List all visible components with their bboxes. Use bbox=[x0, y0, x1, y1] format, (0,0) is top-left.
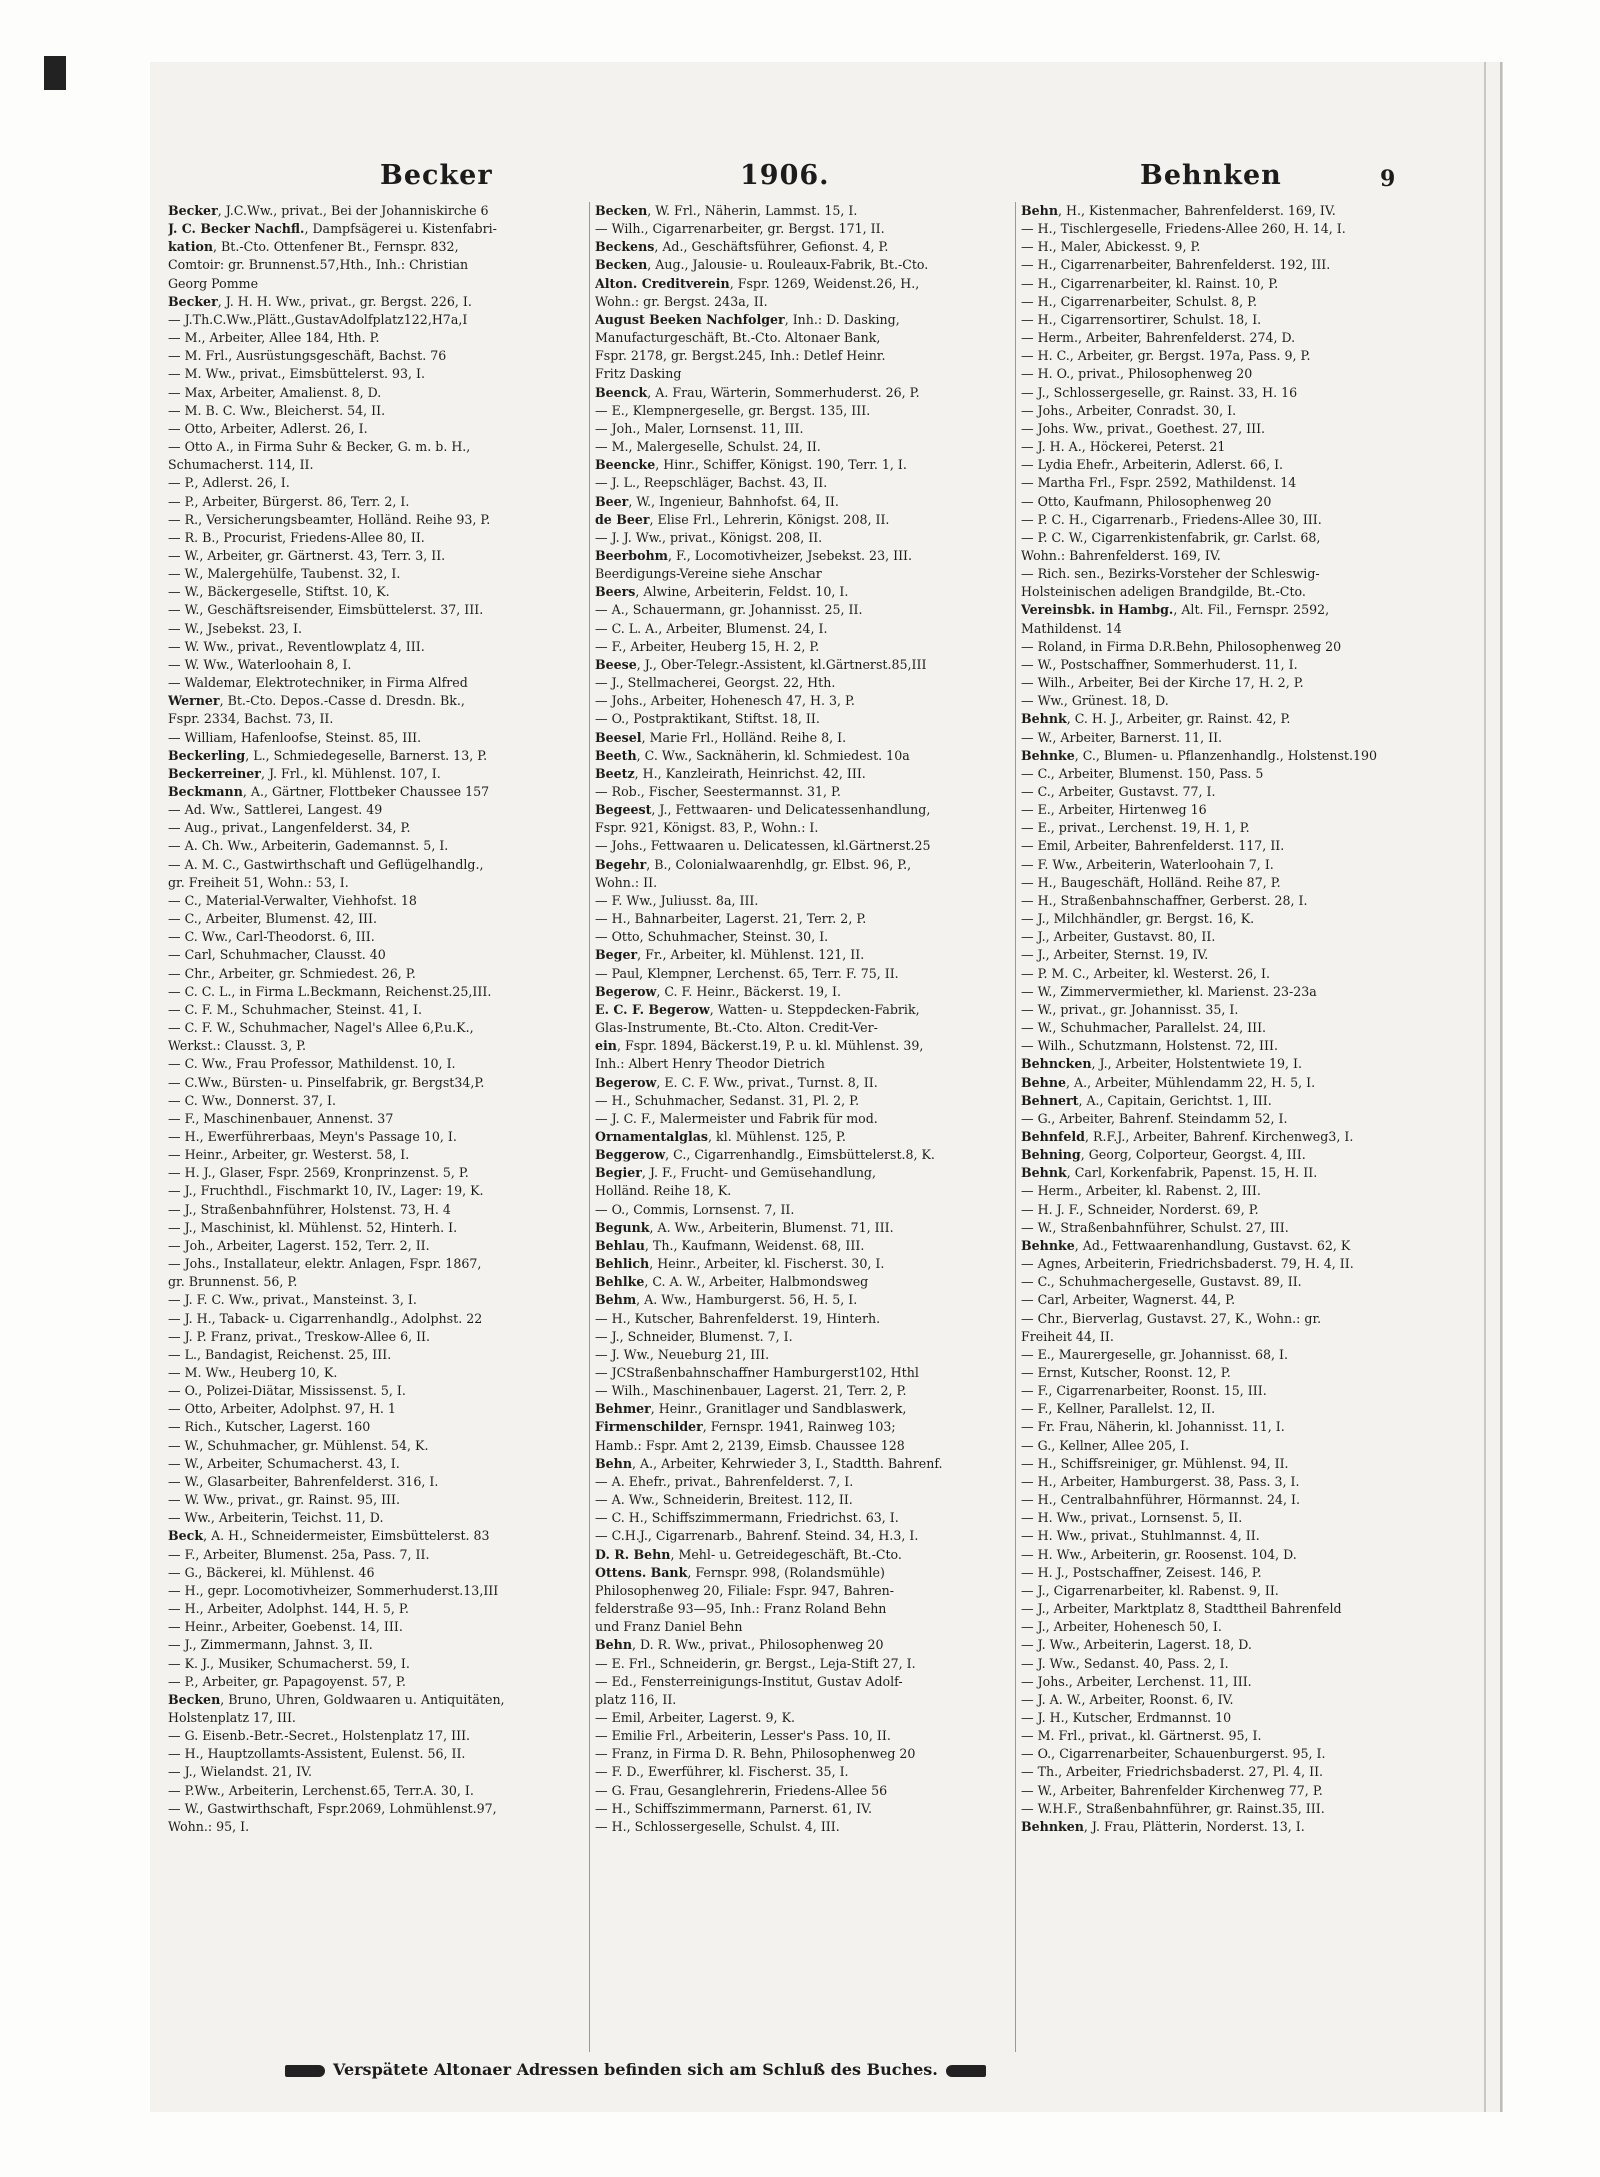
directory-entry: — Johs., Arbeiter, Hohenesch 47, H. 3, P. bbox=[595, 693, 855, 709]
directory-entry: — Ww., Grünest. 18, D. bbox=[1021, 693, 1169, 709]
directory-entry: — Chr., Arbeiter, gr. Schmiedest. 26, P. bbox=[168, 965, 416, 981]
directory-entry: — C., Arbeiter, Blumenst. 42, III. bbox=[168, 911, 377, 927]
directory-entry: Behnken, J. Frau, Plätterin, Norderst. 13, I. bbox=[1021, 1818, 1305, 1834]
directory-entry: — J., Straßenbahnführer, Holstenst. 73, H. 4 bbox=[168, 1201, 451, 1217]
directory-entry: — W., Arbeiter, Schumacherst. 43, I. bbox=[168, 1455, 400, 1471]
directory-entry: — W.H.F., Straßenbahnführer, gr. Rainst.35, III. bbox=[1021, 1800, 1325, 1816]
page-header bbox=[150, 160, 1500, 200]
directory-entry: Philosophenweg 20, Filiale: Fspr. 947, Bahren- bbox=[595, 1582, 895, 1598]
directory-entry: — J., Schlossergeselle, gr. Rainst. 33, H. 16 bbox=[1021, 384, 1298, 400]
directory-entry: — Johs., Fettwaaren u. Delicatessen, kl.Gärtnerst.25 bbox=[595, 838, 931, 854]
directory-entry: Begier, J. F., Frucht- und Gemüsehandlung, bbox=[595, 1165, 877, 1181]
directory-entry: — J. H. A., Höckerei, Peterst. 21 bbox=[1021, 439, 1226, 455]
directory-entry: — H., Centralbahnführer, Hörmannst. 24, I. bbox=[1021, 1492, 1300, 1508]
directory-entry: Behncken, J., Arbeiter, Holstentwiete 19, I. bbox=[1021, 1056, 1302, 1072]
directory-entry: — G., Arbeiter, Bahrenf. Steindamm 52, I. bbox=[1021, 1110, 1288, 1126]
directory-entry: Behn, D. R. Ww., privat., Philosophenweg 20 bbox=[595, 1637, 884, 1653]
directory-entry: — F., Maschinenbauer, Annenst. 37 bbox=[168, 1110, 394, 1126]
directory-entry: — W., Zimmervermiether, kl. Marienst. 23-23a bbox=[1021, 983, 1317, 999]
directory-entry: — Johs., Arbeiter, Conradst. 30, I. bbox=[1021, 402, 1237, 418]
directory-entry: Ottens. Bank, Fernspr. 998, (Rolandsmühle) bbox=[595, 1564, 885, 1580]
directory-entry: — E., Maurergeselle, gr. Johannisst. 68, I. bbox=[1021, 1346, 1288, 1362]
directory-entry: — Max, Arbeiter, Amalienst. 8, D. bbox=[168, 384, 382, 400]
directory-entry: — C. F. W., Schuhmacher, Nagel's Allee 6,P.u.K., bbox=[168, 1020, 474, 1036]
directory-entry: Begerow, C. F. Heinr., Bäckerst. 19, I. bbox=[595, 983, 842, 999]
directory-entry: — H. Ww., Arbeiterin, gr. Roosenst. 104, D. bbox=[1021, 1546, 1297, 1562]
directory-entry: Fspr. 2178, gr. Bergst.245, Inh.: Detlef Heinr. bbox=[595, 348, 886, 364]
directory-entry: — W., Jsebekst. 23, I. bbox=[168, 620, 302, 636]
directory-entry: — C. H., Schiffszimmermann, Friedrichst. 63, I. bbox=[595, 1510, 899, 1526]
directory-entry: — P., Arbeiter, Bürgerst. 86, Terr. 2, I. bbox=[168, 493, 410, 509]
scanner-corner-mark bbox=[44, 56, 66, 90]
directory-entry: — F. Ww., Juliusst. 8a, III. bbox=[595, 892, 759, 908]
directory-columns bbox=[168, 202, 1508, 2057]
directory-entry: — W. Ww., privat., gr. Rainst. 95, III. bbox=[168, 1492, 400, 1508]
directory-entry: Wohn.: 95, I. bbox=[168, 1818, 250, 1834]
pointing-hand-icon bbox=[285, 2065, 325, 2077]
directory-entry: — Emil, Arbeiter, Bahrenfelderst. 117, II. bbox=[1021, 838, 1285, 854]
directory-entry: — Otto A., in Firma Suhr & Becker, G. m. b. H., bbox=[168, 439, 471, 455]
directory-entry: — J.Th.C.Ww.,Plätt.,GustavAdolfplatz122,H7a,I bbox=[168, 311, 468, 327]
directory-entry: — Otto, Schuhmacher, Steinst. 30, I. bbox=[595, 929, 829, 945]
directory-entry: Beeth, C. Ww., Sacknäherin, kl. Schmiedest. 10a bbox=[595, 747, 910, 763]
directory-entry: — H., Tischlergeselle, Friedens-Allee 260, H. 14, I. bbox=[1021, 221, 1346, 237]
directory-entry: — Otto, Arbeiter, Adlerst. 26, I. bbox=[168, 420, 368, 436]
directory-entry: — Wilh., Maschinenbauer, Lagerst. 21, Terr. 2, P. bbox=[595, 1383, 907, 1399]
directory-entry: Firmenschilder, Fernspr. 1941, Rainweg 103; bbox=[595, 1419, 896, 1435]
directory-entry: — Ww., Arbeiterin, Teichst. 11, D. bbox=[168, 1510, 384, 1526]
directory-entry: — P. C. W., Cigarrenkistenfabrik, gr. Carlst. 68, bbox=[1021, 529, 1321, 545]
directory-entry: — C. F. M., Schuhmacher, Steinst. 41, I. bbox=[168, 1001, 423, 1017]
directory-entry: — William, Hafenloofse, Steinst. 85, III. bbox=[168, 729, 422, 745]
directory-entry: — Herm., Arbeiter, kl. Rabenst. 2, III. bbox=[1021, 1183, 1261, 1199]
directory-entry: — Joh., Arbeiter, Lagerst. 152, Terr. 2, II. bbox=[168, 1237, 430, 1253]
column-divider bbox=[589, 202, 590, 2052]
directory-entry: — W., Arbeiter, Bahrenfelder Kirchenweg 77, P. bbox=[1021, 1782, 1323, 1798]
directory-entry: — R., Versicherungsbeamter, Holländ. Reihe 93, P. bbox=[168, 511, 491, 527]
directory-entry: — Wilh., Cigarrenarbeiter, gr. Bergst. 171, II. bbox=[595, 221, 885, 237]
directory-entry: — Herm., Arbeiter, Bahrenfelderst. 274, D. bbox=[1021, 330, 1296, 346]
directory-entry: — J., Cigarrenarbeiter, kl. Rabenst. 9, II. bbox=[1021, 1582, 1279, 1598]
directory-entry: Begerow, E. C. F. Ww., privat., Turnst. 8, II. bbox=[595, 1074, 878, 1090]
directory-entry: — H., Schuhmacher, Sedanst. 31, Pl. 2, P. bbox=[595, 1092, 860, 1108]
directory-entry: — J., Arbeiter, Gustavst. 80, II. bbox=[1021, 929, 1216, 945]
directory-entry: — J. F. C. Ww., privat., Mansteinst. 3, I. bbox=[168, 1292, 417, 1308]
directory-entry: — H. Ww., privat., Lornsenst. 5, II. bbox=[1021, 1510, 1243, 1526]
directory-entry: — Johs. Ww., privat., Goethest. 27, III. bbox=[1021, 420, 1266, 436]
directory-entry: — W., Schuhmacher, Parallelst. 24, III. bbox=[1021, 1020, 1267, 1036]
directory-entry: — G. Eisenb.-Betr.-Secret., Holstenplatz 17, III. bbox=[168, 1728, 471, 1744]
directory-entry: — W., Bäckergeselle, Stiftst. 10, K. bbox=[168, 584, 390, 600]
directory-entry: — H. J. F., Schneider, Norderst. 69, P. bbox=[1021, 1201, 1259, 1217]
directory-entry: — Martha Frl., Fspr. 2592, Mathildenst. 14 bbox=[1021, 475, 1297, 491]
directory-entry: — H., Kutscher, Bahrenfelderst. 19, Hinterh. bbox=[595, 1310, 881, 1326]
directory-entry: — Heinr., Arbeiter, gr. Westerst. 58, I. bbox=[168, 1147, 410, 1163]
directory-entry: — Otto, Arbeiter, Adolphst. 97, H. 1 bbox=[168, 1401, 396, 1417]
directory-entry: Behlke, C. A. W., Arbeiter, Halbmondsweg bbox=[595, 1274, 869, 1290]
directory-entry: Behnert, A., Capitain, Gerichtst. 1, III. bbox=[1021, 1092, 1272, 1108]
directory-entry: J. C. Becker Nachfl., Dampfsägerei u. Kistenfabri- bbox=[168, 221, 497, 237]
directory-entry: Begeest, J., Fettwaaren- und Delicatessenhandlung, bbox=[595, 802, 931, 818]
directory-entry: Becker, J.C.Ww., privat., Bei der Johanniskirche 6 bbox=[168, 203, 489, 218]
directory-entry: Begehr, B., Colonialwaarenhdlg, gr. Elbst. 96, P., bbox=[595, 856, 912, 872]
directory-entry: Hamb.: Fspr. Amt 2, 2139, Eimsb. Chaussee 128 bbox=[595, 1437, 905, 1453]
directory-entry: — Ernst, Kutscher, Roonst. 12, P. bbox=[1021, 1365, 1231, 1380]
directory-entry: — Roland, in Firma D.R.Behn, Philosophenweg 20 bbox=[1021, 638, 1342, 654]
directory-entry: — W., Arbeiter, gr. Gärtnerst. 43, Terr. 3, II. bbox=[168, 547, 446, 563]
directory-entry: Beckerreiner, J. Frl., kl. Mühlenst. 107, I. bbox=[168, 765, 441, 781]
directory-entry: — H., Baugeschäft, Holländ. Reihe 87, P. bbox=[1021, 874, 1281, 890]
directory-entry: — W., Arbeiter, Barnerst. 11, II. bbox=[1021, 729, 1223, 745]
directory-entry: kation, Bt.-Cto. Ottenfener Bt., Fernspr. 832, bbox=[168, 239, 459, 255]
column-divider bbox=[1015, 202, 1016, 2052]
directory-entry: — A. M. C., Gastwirthschaft und Geflügelhandlg., bbox=[168, 856, 484, 872]
column-1 bbox=[168, 202, 585, 2057]
directory-entry: — Paul, Klempner, Lerchenst. 65, Terr. F. 75, II. bbox=[595, 965, 899, 981]
directory-entry: — Rich., Kutscher, Lagerst. 160 bbox=[168, 1419, 371, 1435]
column-2 bbox=[595, 202, 1011, 2057]
directory-entry: — R. B., Procurist, Friedens-Allee 80, II. bbox=[168, 529, 425, 545]
header-right-keyword: Behnken bbox=[1140, 160, 1282, 191]
directory-entry: — O., Polizei-Diätar, Mississenst. 5, I. bbox=[168, 1383, 406, 1399]
directory-entry: — O., Cigarrenarbeiter, Schauenburgerst. 95, I. bbox=[1021, 1746, 1326, 1762]
directory-entry: Begunk, A. Ww., Arbeiterin, Blumenst. 71, III. bbox=[595, 1219, 894, 1235]
directory-entry: — H. O., privat., Philosophenweg 20 bbox=[1021, 366, 1253, 382]
directory-entry: Behnke, Ad., Fettwaarenhandlung, Gustavst. 62, K bbox=[1021, 1237, 1351, 1253]
directory-entry: — W., Gastwirthschaft, Fspr.2069, Lohmühlenst.97, bbox=[168, 1800, 497, 1816]
directory-entry: — O., Commis, Lornsenst. 7, II. bbox=[595, 1201, 795, 1217]
directory-entry: Inh.: Albert Henry Theodor Dietrich bbox=[595, 1056, 825, 1072]
directory-entry: — Chr., Bierverlag, Gustavst. 27, K., Wohn.: gr. bbox=[1021, 1310, 1322, 1326]
directory-entry: — J., Arbeiter, Sternst. 19, IV. bbox=[1021, 947, 1209, 963]
directory-entry: Comtoir: gr. Brunnenst.57,Hth., Inh.: Christian bbox=[168, 257, 469, 273]
directory-entry: ein, Fspr. 1894, Bäckerst.19, P. u. kl. Mühlenst. 39, bbox=[595, 1038, 924, 1054]
directory-entry: — M., Arbeiter, Allee 184, Hth. P. bbox=[168, 330, 380, 346]
directory-entry: — C. Ww., Frau Professor, Mathildenst. 10, I. bbox=[168, 1056, 456, 1072]
directory-entry: — Heinr., Arbeiter, Goebenst. 14, III. bbox=[168, 1619, 403, 1635]
directory-entry: — A., Schauermann, gr. Johannisst. 25, II. bbox=[595, 602, 863, 618]
directory-entry: — Lydia Ehefr., Arbeiterin, Adlerst. 66, I. bbox=[1021, 457, 1284, 473]
directory-entry: — Th., Arbeiter, Friedrichsbaderst. 27, Pl. 4, II. bbox=[1021, 1764, 1324, 1780]
directory-entry: — Agnes, Arbeiterin, Friedrichsbaderst. 79, H. 4, II. bbox=[1021, 1256, 1354, 1272]
directory-entry: Georg Pomme bbox=[168, 275, 259, 291]
directory-entry: — W., Straßenbahnführer, Schulst. 27, III. bbox=[1021, 1219, 1289, 1235]
directory-entry: — H., Cigarrensortirer, Schulst. 18, I. bbox=[1021, 311, 1262, 327]
directory-entry: — Waldemar, Elektrotechniker, in Firma Alfred bbox=[168, 675, 468, 691]
header-left-keyword: Becker bbox=[380, 160, 493, 191]
directory-entry: Beers, Alwine, Arbeiterin, Feldst. 10, I. bbox=[595, 584, 849, 600]
directory-entry: — H., Ewerführerbaas, Meyn's Passage 10, I. bbox=[168, 1128, 457, 1144]
directory-entry: Behlich, Heinr., Arbeiter, kl. Fischerst. 30, I. bbox=[595, 1256, 885, 1272]
directory-entry: Behnke, C., Blumen- u. Pflanzenhandlg., Holstenst.190 bbox=[1021, 747, 1378, 763]
directory-entry: — K. J., Musiker, Schumacherst. 59, I. bbox=[168, 1655, 410, 1671]
directory-entry: — J., Arbeiter, Hohenesch 50, I. bbox=[1021, 1619, 1222, 1635]
directory-entry: — H., Cigarrenarbeiter, Bahrenfelderst. 192, III. bbox=[1021, 257, 1331, 273]
directory-entry: — J., Maschinist, kl. Mühlenst. 52, Hinterh. I. bbox=[168, 1219, 458, 1235]
directory-entry: Becken, W. Frl., Näherin, Lammst. 15, I. bbox=[595, 203, 858, 218]
directory-entry: Behm, A. Ww., Hamburgerst. 56, H. 5, I. bbox=[595, 1292, 858, 1308]
footer-notice bbox=[285, 2060, 1385, 2086]
directory-entry: — J., Schneider, Blumenst. 7, I. bbox=[595, 1328, 793, 1344]
directory-entry: — Emilie Frl., Arbeiterin, Lesser's Pass. 10, II. bbox=[595, 1728, 891, 1744]
directory-entry: — W. Ww., Waterloohain 8, I. bbox=[168, 656, 352, 672]
directory-entry: — F. D., Ewerführer, kl. Fischerst. 35, I. bbox=[595, 1764, 849, 1780]
directory-entry: E. C. F. Begerow, Watten- u. Steppdecken-Fabrik, bbox=[595, 1001, 920, 1017]
directory-entry: — F., Kellner, Parallelst. 12, II. bbox=[1021, 1401, 1216, 1417]
directory-entry: — Rich. sen., Bezirks-Vorsteher der Schleswig- bbox=[1021, 566, 1320, 582]
directory-entry: — Wilh., Arbeiter, Bei der Kirche 17, H. 2, P. bbox=[1021, 675, 1304, 691]
directory-entry: — F., Arbeiter, Blumenst. 25a, Pass. 7, II. bbox=[168, 1546, 430, 1562]
directory-entry: Alton. Creditverein, Fspr. 1269, Weidenst.26, H., bbox=[595, 275, 920, 291]
directory-entry: Behning, Georg, Colporteur, Georgst. 4, III. bbox=[1021, 1147, 1306, 1163]
directory-entry: — W., privat., gr. Johannisst. 35, I. bbox=[1021, 1001, 1239, 1017]
directory-entry: — M. Frl., Ausrüstungsgeschäft, Bachst. 76 bbox=[168, 348, 447, 364]
directory-entry: — M., Malergeselle, Schulst. 24, II. bbox=[595, 439, 821, 455]
directory-entry: — Franz, in Firma D. R. Behn, Philosophenweg 20 bbox=[595, 1746, 916, 1762]
directory-entry: — M. B. C. Ww., Bleicherst. 54, II. bbox=[168, 402, 386, 418]
directory-entry: — H. J., Glaser, Fspr. 2569, Kronprinzenst. 5, P. bbox=[168, 1165, 469, 1181]
directory-entry: Behlau, Th., Kaufmann, Weidenst. 68, III. bbox=[595, 1237, 865, 1253]
directory-entry: Beggerow, C., Cigarrenhandlg., Eimsbüttelerst.8, K. bbox=[595, 1147, 935, 1163]
page-number: 9 bbox=[1380, 166, 1397, 192]
directory-entry: — G., Bäckerei, kl. Mühlenst. 46 bbox=[168, 1564, 375, 1580]
directory-entry: — J. A. W., Arbeiter, Roonst. 6, IV. bbox=[1021, 1691, 1234, 1707]
directory-entry: Fritz Dasking bbox=[595, 366, 682, 382]
directory-entry: — W., Postschaffner, Sommerhuderst. 11, I. bbox=[1021, 656, 1298, 672]
directory-entry: — Wilh., Schutzmann, Holstenst. 72, III. bbox=[1021, 1038, 1278, 1054]
directory-entry: — J. L., Reepschläger, Bachst. 43, II. bbox=[595, 475, 828, 491]
directory-entry: — H. J., Postschaffner, Zeisest. 146, P. bbox=[1021, 1564, 1262, 1580]
directory-entry: Beerdigungs-Vereine siehe Anschar bbox=[595, 566, 822, 582]
directory-entry: — Otto, Kaufmann, Philosophenweg 20 bbox=[1021, 493, 1272, 509]
directory-entry: — C., Schuhmachergeselle, Gustavst. 89, II. bbox=[1021, 1274, 1302, 1290]
directory-entry: — A. Ww., Schneiderin, Breitest. 112, II. bbox=[595, 1492, 853, 1508]
directory-entry: — F. Ww., Arbeiterin, Waterloohain 7, I. bbox=[1021, 856, 1274, 872]
directory-entry: — H., Schlossergeselle, Schulst. 4, III. bbox=[595, 1818, 840, 1834]
directory-entry: — J. H., Kutscher, Erdmannst. 10 bbox=[1021, 1709, 1232, 1725]
directory-entry: — W. Ww., privat., Reventlowplatz 4, III. bbox=[168, 638, 425, 654]
directory-entry: — Rob., Fischer, Seestermannst. 31, P. bbox=[595, 784, 841, 799]
directory-entry: — J. P. Franz, privat., Treskow-Allee 6, II. bbox=[168, 1328, 431, 1344]
footer-text: Verspätete Altonaer Adressen befinden sich am Schluß des Buches. bbox=[333, 2060, 938, 2079]
directory-entry: Manufacturgeschäft, Bt.-Cto. Altonaer Bank, bbox=[595, 330, 881, 346]
directory-entry: — Carl, Schuhmacher, Clausst. 40 bbox=[168, 947, 386, 963]
directory-entry: Behnfeld, R.F.J., Arbeiter, Bahrenf. Kirchenweg3, I. bbox=[1021, 1128, 1354, 1144]
directory-entry: — A. Ch. Ww., Arbeiterin, Gademannst. 5, I. bbox=[168, 838, 449, 854]
directory-entry: — L., Bandagist, Reichenst. 25, III. bbox=[168, 1346, 392, 1362]
directory-entry: — J. H., Taback- u. Cigarrenhandlg., Adolphst. 22 bbox=[168, 1310, 483, 1326]
directory-entry: Beese, J., Ober-Telegr.-Assistent, kl.Gärtnerst.85,III bbox=[595, 656, 927, 672]
directory-entry: — JCStraßenbahnschaffner Hamburgerst102, Hthl bbox=[595, 1365, 919, 1380]
directory-entry: — C.H.J., Cigarrenarb., Bahrenf. Steind. 34, H.3, I. bbox=[595, 1528, 919, 1544]
directory-entry: — H., Arbeiter, Adolphst. 144, H. 5, P. bbox=[168, 1601, 409, 1617]
directory-entry: — C., Arbeiter, Blumenst. 150, Pass. 5 bbox=[1021, 765, 1264, 781]
directory-entry: — H., Hauptzollamts-Assistent, Eulenst. 56, II. bbox=[168, 1746, 466, 1762]
directory-entry: Behmer, Heinr., Granitlager und Sandblaswerk, bbox=[595, 1401, 907, 1417]
directory-entry: — C. Ww., Donnerst. 37, I. bbox=[168, 1092, 336, 1108]
directory-entry: — E., Klempnergeselle, gr. Bergst. 135, III. bbox=[595, 402, 871, 418]
directory-entry: Becker, J. H. H. Ww., privat., gr. Bergst. 226, I. bbox=[168, 293, 472, 309]
directory-entry: — C., Arbeiter, Gustavst. 77, I. bbox=[1021, 784, 1216, 799]
directory-entry: — G. Frau, Gesanglehrerin, Friedens-Allee 56 bbox=[595, 1782, 888, 1798]
directory-entry: Schumacherst. 114, II. bbox=[168, 457, 314, 473]
directory-entry: — W., Malergehülfe, Taubenst. 32, I. bbox=[168, 566, 401, 582]
directory-entry: — Ad. Ww., Sattlerei, Langest. 49 bbox=[168, 802, 383, 818]
directory-entry: — H., gepr. Locomotivheizer, Sommerhuderst.13,III bbox=[168, 1582, 499, 1598]
directory-entry: — H. C., Arbeiter, gr. Bergst. 197a, Pass. 9, P. bbox=[1021, 348, 1311, 364]
directory-entry: Beer, W., Ingenieur, Bahnhofst. 64, II. bbox=[595, 493, 839, 509]
directory-entry: Wohn.: II. bbox=[595, 874, 658, 890]
directory-entry: Werkst.: Clausst. 3, P. bbox=[168, 1038, 307, 1054]
directory-entry: — J. J. Ww., privat., Königst. 208, II. bbox=[595, 529, 823, 545]
directory-entry: Beckmann, A., Gärtner, Flottbeker Chaussee 157 bbox=[168, 784, 490, 799]
directory-entry: — H., Maler, Abickesst. 9, P. bbox=[1021, 239, 1201, 255]
directory-entry: — J. C. F., Malermeister und Fabrik für mod. bbox=[595, 1110, 878, 1126]
directory-entry: Holsteinischen adeligen Brandgilde, Bt.-Cto. bbox=[1021, 584, 1306, 600]
directory-entry: — M. Ww., Heuberg 10, K. bbox=[168, 1365, 338, 1380]
directory-entry: — P.Ww., Arbeiterin, Lerchenst.65, Terr.A. 30, I. bbox=[168, 1782, 474, 1798]
directory-entry: — J. Ww., Arbeiterin, Lagerst. 18, D. bbox=[1021, 1637, 1252, 1653]
directory-entry: Wohn.: gr. Bergst. 243a, II. bbox=[595, 293, 768, 309]
directory-entry: — J., Stellmacherei, Georgst. 22, Hth. bbox=[595, 675, 836, 691]
directory-entry: — Carl, Arbeiter, Wagnerst. 44, P. bbox=[1021, 1292, 1236, 1308]
directory-entry: — C. C. L., in Firma L.Beckmann, Reichenst.25,III. bbox=[168, 983, 492, 999]
directory-entry: — C.Ww., Bürsten- u. Pinselfabrik, gr. Bergst34,P. bbox=[168, 1074, 485, 1090]
directory-page bbox=[150, 62, 1502, 2112]
directory-entry: — H., Bahnarbeiter, Lagerst. 21, Terr. 2, P. bbox=[595, 911, 867, 927]
directory-entry: — C. L. A., Arbeiter, Blumenst. 24, I. bbox=[595, 620, 828, 636]
directory-entry: Beesel, Marie Frl., Holländ. Reihe 8, I. bbox=[595, 729, 847, 745]
directory-entry: platz 116, II. bbox=[595, 1691, 677, 1707]
directory-entry: — Johs., Arbeiter, Lerchenst. 11, III. bbox=[1021, 1673, 1252, 1689]
directory-entry: — M. Frl., privat., kl. Gärtnerst. 95, I. bbox=[1021, 1728, 1262, 1744]
directory-entry: Holländ. Reihe 18, K. bbox=[595, 1183, 732, 1199]
directory-entry: de Beer, Elise Frl., Lehrerin, Königst. 208, II. bbox=[595, 511, 890, 527]
directory-entry: gr. Freiheit 51, Wohn.: 53, I. bbox=[168, 874, 349, 890]
directory-entry: — Johs., Installateur, elektr. Anlagen, Fspr. 1867, bbox=[168, 1256, 482, 1272]
directory-entry: — Joh., Maler, Lornsenst. 11, III. bbox=[595, 420, 804, 436]
directory-entry: Freiheit 44, II. bbox=[1021, 1328, 1114, 1344]
directory-entry: August Beeken Nachfolger, Inh.: D. Dasking, bbox=[595, 311, 900, 327]
directory-entry: — J., Milchhändler, gr. Bergst. 16, K. bbox=[1021, 911, 1255, 927]
directory-entry: Behnk, C. H. J., Arbeiter, gr. Rainst. 42, P. bbox=[1021, 711, 1291, 727]
directory-entry: — E., privat., Lerchenst. 19, H. 1, P. bbox=[1021, 820, 1250, 836]
directory-entry: Beck, A. H., Schneidermeister, Eimsbüttelerst. 83 bbox=[168, 1528, 490, 1544]
directory-entry: — C. Ww., Carl-Theodorst. 6, III. bbox=[168, 929, 375, 945]
directory-entry: — P., Arbeiter, gr. Papagoyenst. 57, P. bbox=[168, 1673, 406, 1689]
directory-entry: — H., Schiffszimmermann, Parnerst. 61, IV. bbox=[595, 1800, 872, 1816]
directory-entry: — P., Adlerst. 26, I. bbox=[168, 475, 290, 491]
directory-entry: Werner, Bt.-Cto. Depos.-Casse d. Dresdn. Bk., bbox=[168, 693, 465, 709]
directory-entry: — H., Cigarrenarbeiter, Schulst. 8, P. bbox=[1021, 293, 1258, 309]
directory-entry: — H., Schiffsreiniger, gr. Mühlenst. 94, II. bbox=[1021, 1455, 1289, 1471]
directory-entry: Beger, Fr., Arbeiter, kl. Mühlenst. 121, II. bbox=[595, 947, 865, 963]
directory-entry: Beckerling, L., Schmiedegeselle, Barnerst. 13, P. bbox=[168, 747, 488, 763]
directory-entry: D. R. Behn, Mehl- u. Getreidegeschäft, Bt.-Cto. bbox=[595, 1546, 902, 1562]
directory-entry: — W., Schuhmacher, gr. Mühlenst. 54, K. bbox=[168, 1437, 429, 1453]
directory-entry: — E. Frl., Schneiderin, gr. Bergst., Leja-Stift 27, I. bbox=[595, 1655, 916, 1671]
directory-entry: — P. M. C., Arbeiter, kl. Westerst. 26, I. bbox=[1021, 965, 1271, 981]
directory-entry: — H., Arbeiter, Hamburgerst. 38, Pass. 3, I. bbox=[1021, 1473, 1300, 1489]
directory-entry: Behn, A., Arbeiter, Kehrwieder 3, I., Stadtth. Bahrenf. bbox=[595, 1455, 943, 1471]
directory-entry: Fspr. 2334, Bachst. 73, II. bbox=[168, 711, 334, 727]
directory-entry: — W., Glasarbeiter, Bahrenfelderst. 316, I. bbox=[168, 1473, 439, 1489]
directory-entry: Behne, A., Arbeiter, Mühlendamm 22, H. 5, I. bbox=[1021, 1074, 1316, 1090]
directory-entry: — M. Ww., privat., Eimsbüttelerst. 93, I. bbox=[168, 366, 425, 382]
directory-entry: Vereinsbk. in Hambg., Alt. Fil., Fernspr. 2592, bbox=[1021, 602, 1330, 618]
directory-entry: Fspr. 921, Königst. 83, P., Wohn.: I. bbox=[595, 820, 819, 836]
directory-entry: gr. Brunnenst. 56, P. bbox=[168, 1274, 298, 1290]
directory-entry: Wohn.: Bahrenfelderst. 169, IV. bbox=[1021, 547, 1221, 563]
directory-entry: Mathildenst. 14 bbox=[1021, 620, 1122, 636]
directory-entry: Beenck, A. Frau, Wärterin, Sommerhuderst. 26, P. bbox=[595, 384, 920, 400]
directory-entry: — P. C. H., Cigarrenarb., Friedens-Allee 30, III. bbox=[1021, 511, 1322, 527]
directory-entry: — H., Straßenbahnschaffner, Gerberst. 28, I. bbox=[1021, 892, 1308, 908]
directory-entry: — G., Kellner, Allee 205, I. bbox=[1021, 1437, 1190, 1453]
directory-entry: — E., Arbeiter, Hirtenweg 16 bbox=[1021, 802, 1207, 818]
directory-entry: — J., Fruchthdl., Fischmarkt 10, IV., Lager: 19, K. bbox=[168, 1183, 484, 1199]
directory-entry: — F., Arbeiter, Heuberg 15, H. 2, P. bbox=[595, 638, 820, 654]
directory-entry: — Ed., Fensterreinigungs-Institut, Gustav Adolf- bbox=[595, 1673, 903, 1689]
directory-entry: — A. Ehefr., privat., Bahrenfelderst. 7, I. bbox=[595, 1473, 854, 1489]
directory-entry: — W., Geschäftsreisender, Eimsbüttelerst. 37, III. bbox=[168, 602, 484, 618]
directory-entry: felderstraße 93—95, Inh.: Franz Roland Behn bbox=[595, 1601, 887, 1617]
directory-entry: Beckens, Ad., Geschäftsführer, Gefionst. 4, P. bbox=[595, 239, 889, 255]
directory-entry: — J., Arbeiter, Marktplatz 8, Stadttheil Bahrenfeld bbox=[1021, 1601, 1342, 1617]
directory-entry: — Emil, Arbeiter, Lagerst. 9, K. bbox=[595, 1709, 795, 1725]
directory-entry: — H., Cigarrenarbeiter, kl. Rainst. 10, P. bbox=[1021, 275, 1279, 291]
directory-entry: Ornamentalglas, kl. Mühlenst. 125, P. bbox=[595, 1128, 846, 1144]
directory-entry: Behn, H., Kistenmacher, Bahrenfelderst. 169, IV. bbox=[1021, 203, 1336, 218]
directory-entry: — J., Zimmermann, Jahnst. 3, II. bbox=[168, 1637, 373, 1653]
directory-entry: Behnk, Carl, Korkenfabrik, Papenst. 15, H. II. bbox=[1021, 1165, 1318, 1181]
directory-entry: — J., Wielandst. 21, IV. bbox=[168, 1764, 313, 1780]
directory-entry: — J. Ww., Sedanst. 40, Pass. 2, I. bbox=[1021, 1655, 1229, 1671]
header-year: 1906. bbox=[740, 160, 830, 191]
directory-entry: Beencke, Hinr., Schiffer, Königst. 190, Terr. 1, I. bbox=[595, 457, 907, 473]
directory-entry: — J. Ww., Neueburg 21, III. bbox=[595, 1346, 770, 1362]
directory-entry: Becken, Aug., Jalousie- u. Rouleaux-Fabrik, Bt.-Cto. bbox=[595, 257, 929, 273]
directory-entry: Glas-Instrumente, Bt.-Cto. Alton. Credit-Ver- bbox=[595, 1020, 878, 1036]
directory-entry: — C., Material-Verwalter, Viehhofst. 18 bbox=[168, 892, 417, 908]
directory-entry: Beetz, H., Kanzleirath, Heinrichst. 42, III. bbox=[595, 765, 866, 781]
directory-entry: Beerbohm, F., Locomotivheizer, Jsebekst. 23, III. bbox=[595, 547, 913, 563]
directory-entry: und Franz Daniel Behn bbox=[595, 1619, 743, 1635]
directory-entry: — H. Ww., privat., Stuhlmannst. 4, II. bbox=[1021, 1528, 1260, 1544]
directory-entry: Holstenplatz 17, III. bbox=[168, 1709, 296, 1725]
column-3 bbox=[1021, 202, 1443, 2057]
directory-entry: — Aug., privat., Langenfelderst. 34, P. bbox=[168, 820, 411, 836]
directory-entry: Becken, Bruno, Uhren, Goldwaaren u. Antiquitäten, bbox=[168, 1691, 505, 1707]
pointing-hand-icon bbox=[946, 2065, 986, 2077]
directory-entry: — F., Cigarrenarbeiter, Roonst. 15, III. bbox=[1021, 1383, 1267, 1399]
directory-entry: — Fr. Frau, Näherin, kl. Johannisst. 11, I. bbox=[1021, 1419, 1285, 1435]
directory-entry: — O., Postpraktikant, Stiftst. 18, II. bbox=[595, 711, 820, 727]
